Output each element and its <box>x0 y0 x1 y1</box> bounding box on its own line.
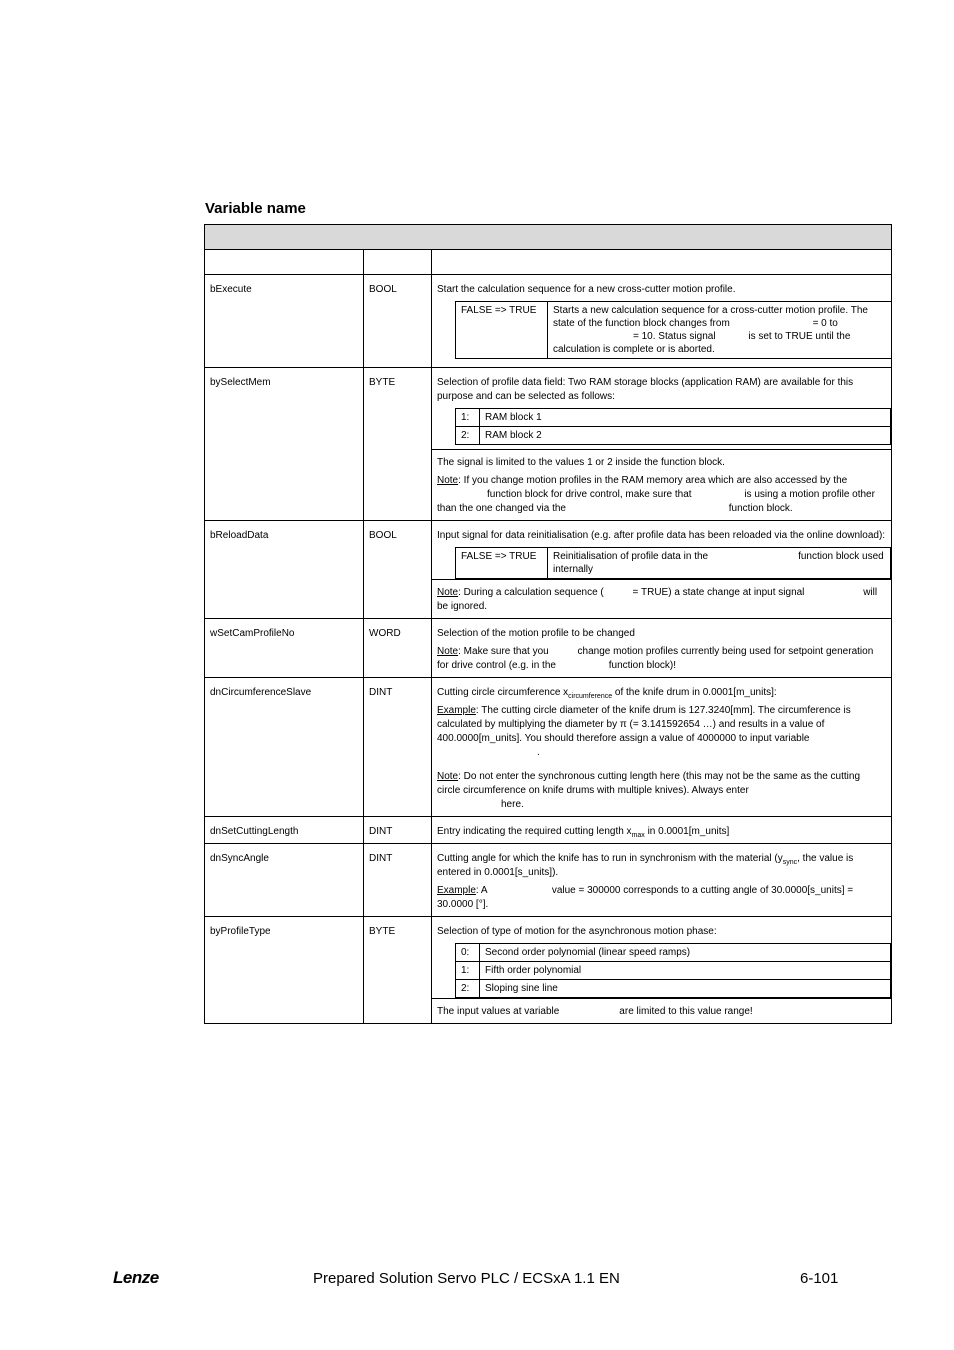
footer-title: Prepared Solution Servo PLC / ECSxA 1.1 EN <box>313 1270 620 1287</box>
example-text: Example: The cutting circle diameter of the knife drum is 127.3240[mm]. The circumference is calculated by multiplying the diameter by π (= 3.141592654 …) and results in a value of 400.0000[m_units]. You should therefore assign a value of 4000000 to input variable . <box>437 705 851 758</box>
table-row <box>205 521 892 619</box>
section-title: Variable name <box>205 200 306 217</box>
description-text: Selection of type of motion for the asynchronous motion phase: <box>437 926 717 937</box>
table-row <box>205 917 892 1024</box>
description-text: Selection of the motion profile to be changed <box>437 628 635 639</box>
variable-description <box>432 817 892 844</box>
note-text: Note: During a calculation sequence ( = TRUE) a state change at input signal will be ignored. <box>437 587 878 612</box>
variable-description <box>432 619 892 678</box>
table-row <box>205 368 892 521</box>
variable-description <box>432 521 892 619</box>
description-text: The signal is limited to the values 1 or 2 inside the function block. <box>437 457 725 468</box>
inner-value: Starts a new calculation sequence for a cross-cutter motion profile. The state of the function block changes from = 0 to = 10. Status signal is set to TRUE until the calculation is complete or is aborted. <box>548 302 892 359</box>
variable-type: BYTE <box>364 368 432 521</box>
inner-key: 2: <box>456 980 480 998</box>
inner-value: Sloping sine line <box>480 980 891 998</box>
variable-name: wSetCamProfileNo <box>205 619 364 678</box>
variable-name: bReloadData <box>205 521 364 619</box>
variable-description <box>432 368 892 521</box>
note-text: Note: If you change motion profiles in the RAM memory area which are also accessed by the function block for drive control, make sure that is using a motion profile other than the one changed via the function block. <box>437 475 875 514</box>
variable-type: DINT <box>364 844 432 917</box>
inner-value: Fifth order polynomial <box>480 962 891 980</box>
note-text: Note: Make sure that you change motion profiles currently being used for setpoint generation for drive control (e.g. in the function block)! <box>437 646 874 671</box>
variable-name: dnCircumferenceSlave <box>205 678 364 817</box>
note-text: Note: Do not enter the synchronous cutting length here (this may not be the same as the cutting circle circumference on knife drums with multiple knives). Always enter here. <box>437 771 861 810</box>
variable-name: dnSetCuttingLength <box>205 817 364 844</box>
table-row <box>205 619 892 678</box>
page-number: 6-101 <box>800 1270 839 1287</box>
inner-value: RAM block 2 <box>480 427 891 445</box>
description-text: Start the calculation sequence for a new cross-cutter motion profile. <box>437 284 736 295</box>
variable-description <box>432 844 892 917</box>
variable-description <box>432 678 892 817</box>
inner-value: Reinitialisation of profile data in the function block used internally <box>548 548 891 579</box>
variable-type: WORD <box>364 619 432 678</box>
variable-type: DINT <box>364 678 432 817</box>
inner-key: 1: <box>456 962 480 980</box>
variable-description <box>432 275 892 368</box>
inner-key: 1: <box>456 409 480 427</box>
variable-name: bExecute <box>205 275 364 368</box>
inner-key: 0: <box>456 944 480 962</box>
variable-type: BYTE <box>364 917 432 1024</box>
variable-type: BOOL <box>364 521 432 619</box>
inner-table <box>455 547 891 579</box>
description-text: The input values at variable are limited to this value range! <box>437 1006 753 1017</box>
inner-key: 2: <box>456 427 480 445</box>
inner-table <box>455 301 892 359</box>
variable-type: DINT <box>364 817 432 844</box>
lenze-logo: Lenze <box>113 1268 159 1287</box>
description-text: Cutting angle for which the knife has to run in synchronism with the material ($y_{sync}$, the value is entered in 0.0001[s_units]). <box>437 853 854 878</box>
table-row <box>205 844 892 917</box>
inner-key: FALSE => TRUE <box>456 548 548 579</box>
variables-table <box>204 224 892 1024</box>
inner-key: FALSE => TRUE <box>456 302 548 359</box>
variable-description <box>432 917 892 1024</box>
table-header-row <box>205 225 892 250</box>
inner-value: Second order polynomial (linear speed ramps) <box>480 944 891 962</box>
description-text: Selection of profile data field: Two RAM storage blocks (application RAM) are available for this purpose and can be selected as follows: <box>437 377 854 402</box>
inner-table <box>455 408 891 445</box>
inner-value: RAM block 1 <box>480 409 891 427</box>
inner-table <box>455 943 891 998</box>
variable-type: BOOL <box>364 275 432 368</box>
table-row <box>205 678 892 817</box>
description-text: Input signal for data reinitialisation (e.g. after profile data has been reloaded via the online download): <box>437 530 886 541</box>
variable-name: dnSyncAngle <box>205 844 364 917</box>
example-text: Example: A value = 300000 corresponds to a cutting angle of 30.0000[s_units] = 30.0000 [°]. <box>437 885 854 910</box>
variable-name: bySelectMem <box>205 368 364 521</box>
description-text: Cutting circle circumference $x_{circumference}$ of the knife drum in 0.0001[m_units]: <box>437 687 777 700</box>
table-row <box>205 275 892 368</box>
description-text: Entry indicating the required cutting length $x_{max}$ in 0.0001[m_units] <box>437 826 730 839</box>
table-subheader-row <box>205 250 892 275</box>
variable-name: byProfileType <box>205 917 364 1024</box>
table-row <box>205 817 892 844</box>
